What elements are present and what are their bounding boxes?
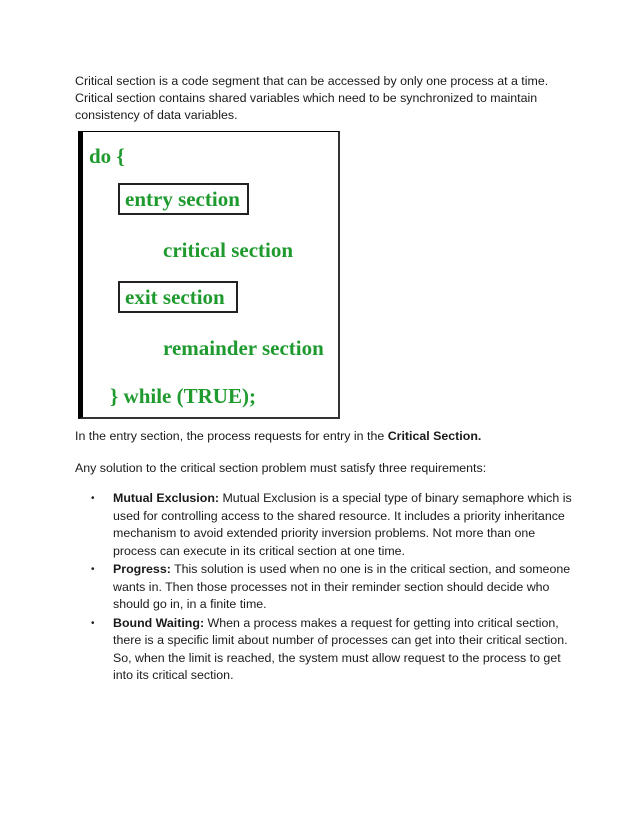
bullet-icon: • [91,493,95,504]
requirement-text: This solution is used when no one is in the critical section, and someone wants in. Then those processes not in their reminder section should decide who should go in, in a finite time. [113,562,571,611]
requirement-text: Mutual Exclusion is a special type of binary semaphore which is used for controlling access to the shared resource. It includes a priority inheritance mechanism to avoid extended priority inversion problems. Not more than one process can execute in its critical section at one time. [113,491,572,558]
list-item [75,561,575,614]
requirements-intro: Any solution to the critical section problem must satisfy three requirements: [75,461,487,475]
exit-section-box: exit section [118,281,238,313]
intro-paragraph: Critical section is a code segment that can be accessed by only one process at a time. Critical section contains shared variables which need to be synchronized to maintain consistency of data variables. [75,74,549,122]
critical-section-bold: Critical Section. [387,429,482,443]
remainder-section-line: remainder section [163,336,324,360]
requirement-text: When a process makes a request for getting into critical section, there is a specific limit about number of processes can get into their critical section. So, when the limit is reached, the system must allow request to the process to get into its critical section. [113,615,568,682]
bullet-icon: • [91,564,95,575]
requirement-term: Progress: [113,562,171,576]
list-item [75,490,575,560]
critical-section-line: critical section [163,238,294,262]
code-while-line: } while (TRUE); [110,384,256,408]
bullet-icon: • [91,617,95,629]
requirements-list [75,490,575,686]
code-do-line: do { [89,144,125,168]
critical-section-code-figure [78,131,340,419]
requirement-term: Mutual Exclusion: [113,491,220,505]
requirement-term: Bound Waiting: [113,615,205,630]
entry-section-text: In the entry section, the process requests for entry in the [75,429,388,443]
entry-section-paragraph [75,428,575,445]
entry-section-box: entry section [118,183,249,215]
list-item [75,615,575,685]
